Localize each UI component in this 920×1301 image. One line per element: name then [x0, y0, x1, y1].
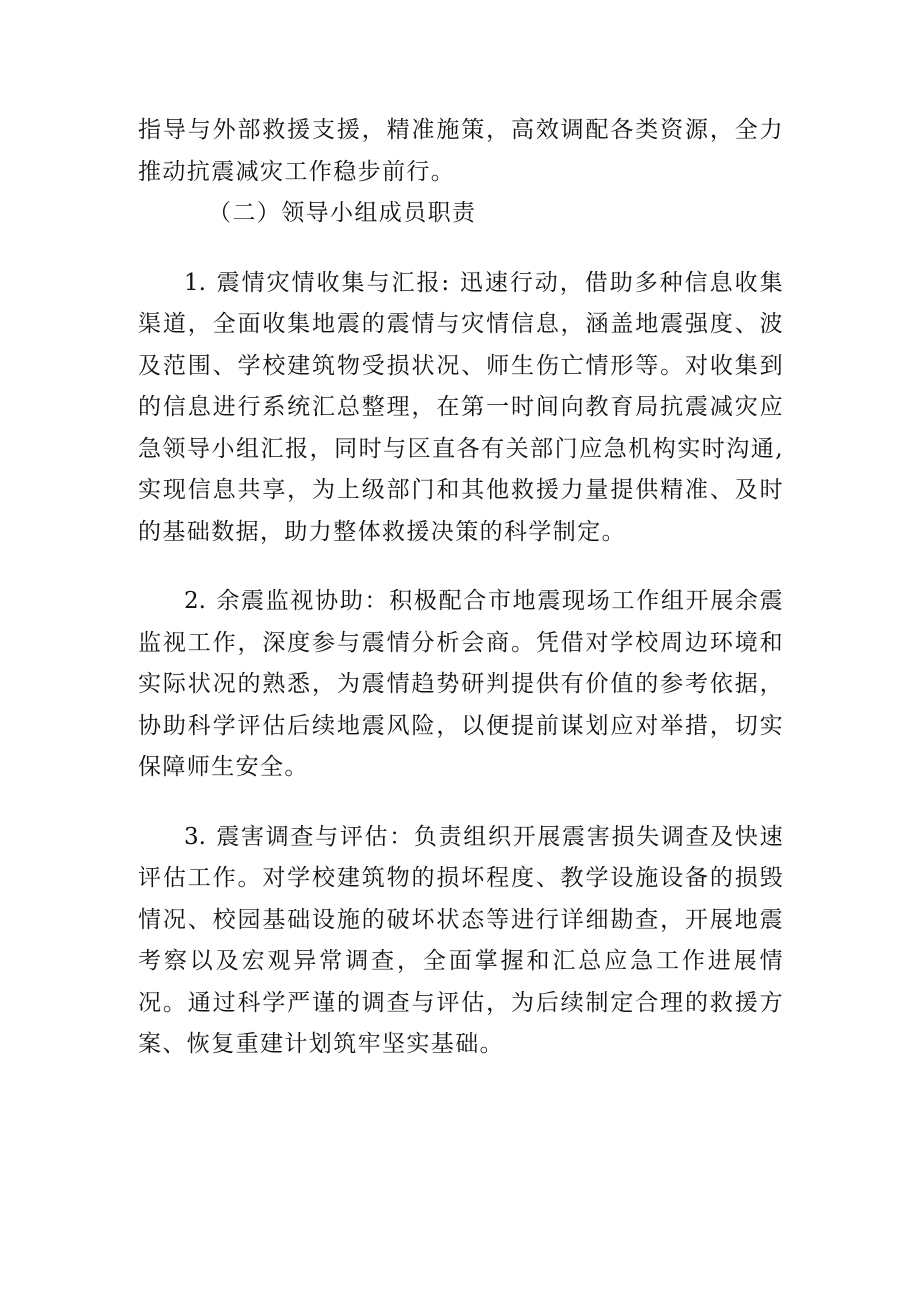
duty-item-3	[138, 817, 784, 1066]
document-body	[138, 110, 784, 1094]
duty-item-number: 1	[184, 269, 199, 296]
section-heading: （二）领导小组成员职责	[208, 200, 477, 226]
duty-item-number: 2	[184, 588, 199, 614]
duty-item-1	[138, 263, 784, 554]
duty-item-number: 3	[184, 823, 199, 850]
duty-item-text: . 余震监视协助：积极配合市地震现场工作组开展余震监视工作，深度参与震情分析会商。凭借对学校周边环境和实际状况的熟悉，为震情趋势研判提供有价值的参考依据，协助科学评估后续地震风险，以便提前谋划应对举措，切实保障师生安全。	[138, 588, 784, 780]
duty-item-2	[138, 581, 784, 789]
duty-item-text: . 震情灾情收集与汇报: 迅速行动，借助多种信息收集渠道，全面收集地震的震情与灾情信息，涵盖地震强度、波及范围、学校建筑物受损状况、师生伤亡情形等。对收集到的信息进行系统汇总整理，在第一时间向教育局抗震减灾应急领导小组汇报，同时与区直各有关部门应急机构实时沟通,实现信息共享，为上级部门和其他救援力量提供精准、及时的基础数据，助力整体救援决策的科学制定。	[138, 269, 784, 545]
duty-item-text: . 震害调查与评估：负责组织开展震害损失调查及快速评估工作。对学校建筑物的损坏程度、教学设施设备的损毁情况、校园基础设施的破坏状态等进行详细勘查，开展地震考察以及宏观异常调查，全面掌握和汇总应急工作进展情况。通过科学严谨的调查与评估，为后续制定合理的救援方案、恢复重建计划筑牢坚实基础。	[138, 823, 784, 1057]
continuation-paragraph: 指导与外部救援支援，精准施策，高效调配各类资源，全力推动抗震减灾工作稳步前行。	[138, 117, 784, 185]
